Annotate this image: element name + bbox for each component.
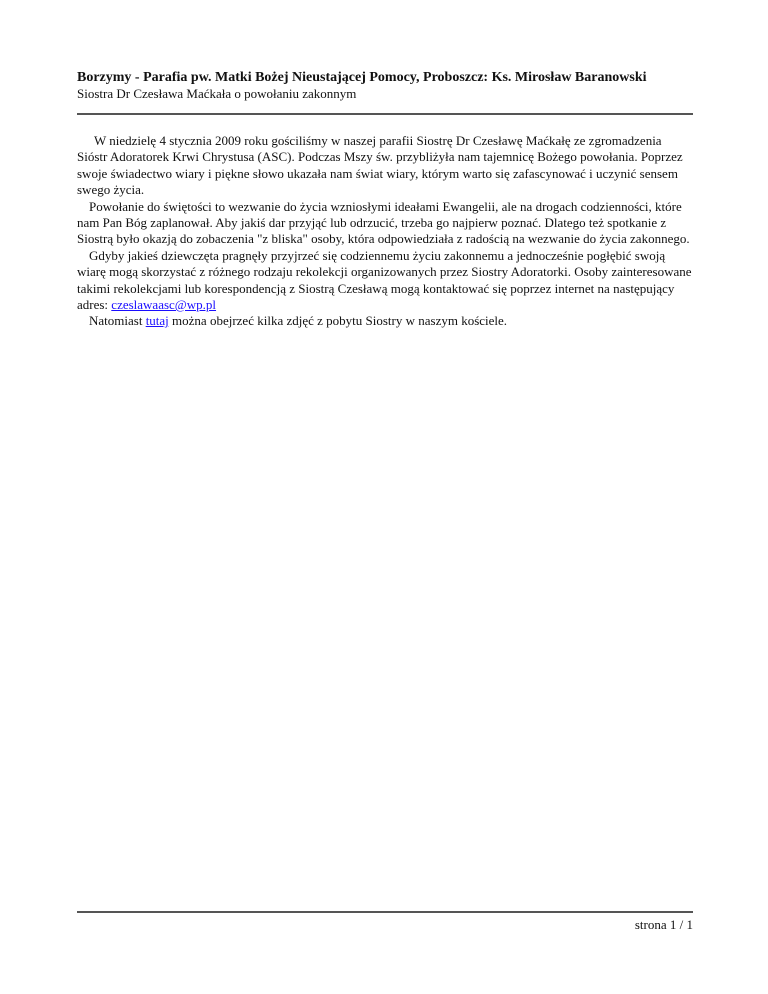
article-body [77, 133, 693, 330]
article-paragraph-2: Powołanie do świętości to wezwanie do życia wzniosłymi ideałami Ewangelii, ale na drogach codzienności, które nam Pan Bóg zaplanował. Aby jakiś dar przyjąć lub odrzucić, trzeba go najpierw poznać. Dlatego też spotkanie z Siostrą było okazją do zobaczenia "z bliska" osoby, która odpowiedziała z radością na wezwanie do życia zakonnego. [77, 198, 690, 247]
footer-divider [77, 911, 693, 913]
article-paragraph-1: W niedzielę 4 stycznia 2009 roku gościliśmy w naszej parafii Siostrę Dr Czesławę Maćkałę ze zgromadzenia Sióstr Adoratorek Krwi Chrystusa (ASC). Podczas Mszy św. przybliżyła nam tajemnicę Bożego powołania. Poprzez swoje świadectwo wiary i piękne słowo ukazała nam świat wiary, którym warto się zafascynować i uczynić sensem swego życia. [77, 133, 683, 198]
document-page [77, 0, 693, 994]
paragraph-4-text-before: Natomiast [89, 313, 146, 329]
article-subtitle: Siostra Dr Czesława Maćkała o powołaniu zakonnym [77, 86, 357, 101]
page-number: strona 1 / 1 [634, 917, 693, 932]
header-divider [77, 113, 693, 115]
paragraph-4-text-after: można obejrzeć kilka zdjęć z pobytu Siostry w naszym kościele. [168, 313, 508, 329]
photos-link[interactable]: tutaj [145, 313, 169, 329]
email-link[interactable]: czeslawaasc@wp.pl [111, 297, 217, 313]
article-paragraph-3-text: Gdyby jakieś dziewczęta pragnęły przyjrzeć się codziennemu życiu zakonnemu a jednocześnie pogłębić swoją wiarę mogą skorzystać z różnego rodzaju rekolekcji organizowanych przez Siostry Adoratorki. Osoby zainteresowane takimi rekolekcjami lub korespondencją z Siostrą Czesławą mogą kontaktować się poprzez internet na następujący adres: [77, 247, 692, 313]
article-paragraph-3 [77, 248, 693, 314]
page-title: Borzymy - Parafia pw. Matki Bożej Nieustającej Pomocy, Proboszcz: Ks. Mirosław Baranowski [77, 70, 647, 85]
article-paragraph-4 [77, 313, 693, 329]
